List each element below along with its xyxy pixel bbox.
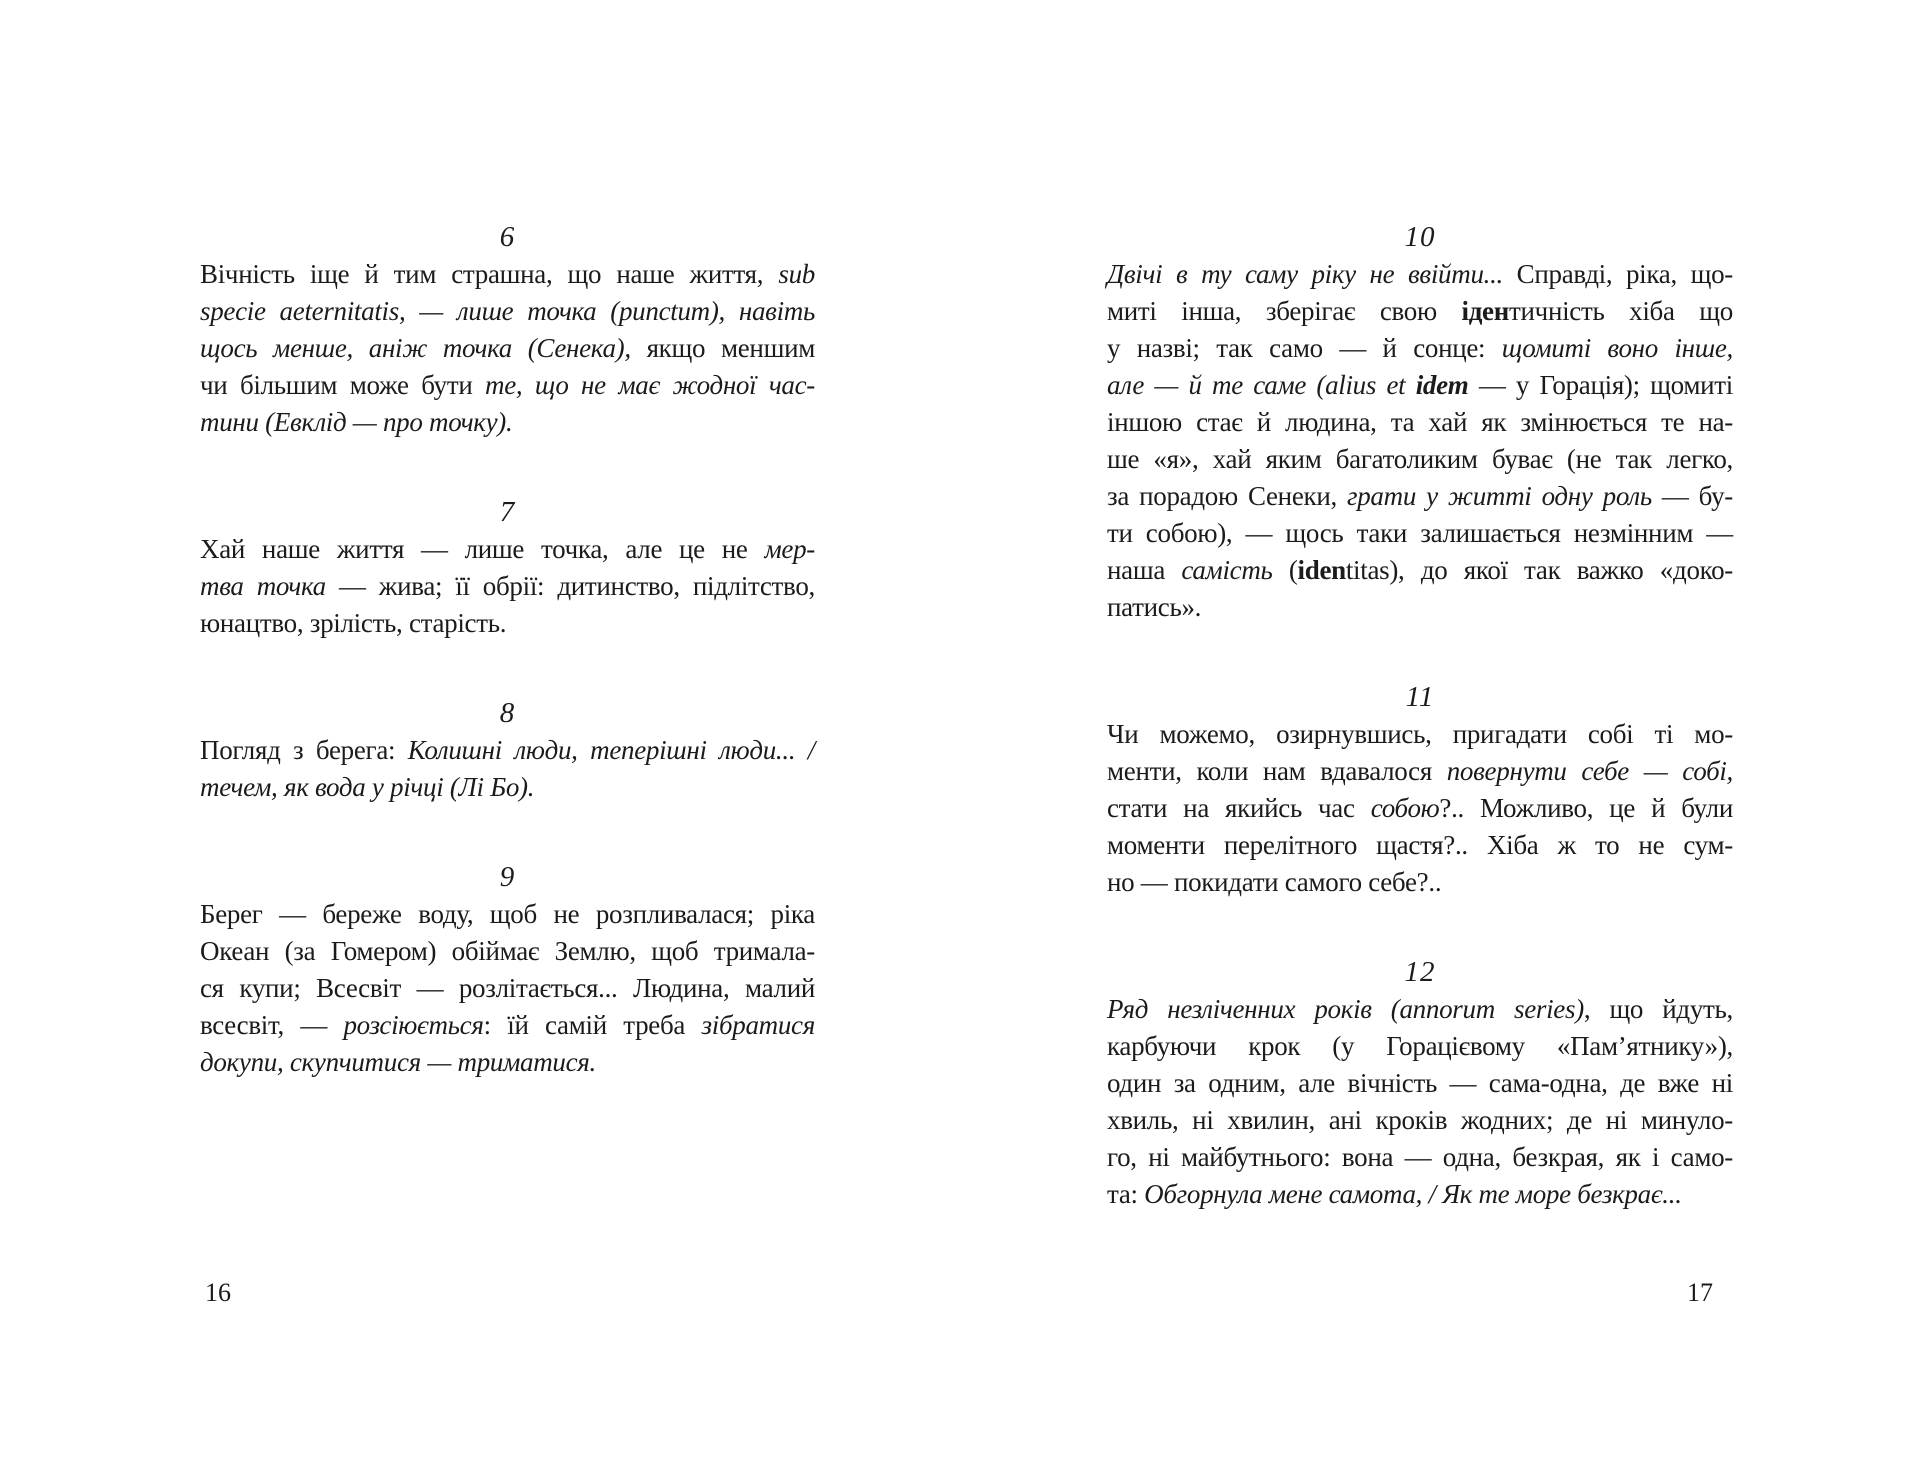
text-segment: щось менше, аніж точка (Сенека), bbox=[200, 333, 647, 363]
section-number: 6 bbox=[499, 221, 516, 253]
text-segment: моменти перелітного щастя?.. Хіба ж то не сум- bbox=[1107, 830, 1733, 860]
page-left-sections bbox=[200, 0, 815, 1081]
page-right-sections bbox=[1107, 0, 1733, 1213]
section-10 bbox=[1107, 219, 1733, 626]
text-segment: розсіюється bbox=[343, 1010, 484, 1040]
section-12 bbox=[1107, 954, 1733, 1213]
text-segment: але — й те саме (alius et bbox=[1107, 370, 1416, 400]
text-segment: щомиті воно інше, bbox=[1501, 333, 1733, 363]
text-line bbox=[200, 769, 815, 806]
text-segment: тва точка bbox=[200, 571, 326, 601]
text-segment: у назві; так само — й сонце: bbox=[1107, 333, 1502, 363]
text-segment: те, що не має жодної час- bbox=[485, 370, 816, 400]
text-line bbox=[1107, 367, 1733, 404]
section-number: 12 bbox=[1404, 956, 1436, 988]
section-7 bbox=[200, 494, 815, 642]
text-line bbox=[1107, 1139, 1733, 1176]
section-number: 7 bbox=[499, 496, 516, 528]
text-segment: Обгорнула мене самота, / Як те море безкрає... bbox=[1144, 1179, 1682, 1209]
text-segment: — жива; її обрії: дитинство, підлітство, bbox=[325, 571, 815, 601]
text-segment: іншою стає й людина, та хай як змінюється те на- bbox=[1107, 407, 1733, 437]
text-segment: ти собою), — щось таки залишається незмінним — bbox=[1107, 518, 1733, 548]
text-segment: повернути себе — собі, bbox=[1446, 756, 1733, 786]
text-line bbox=[200, 568, 815, 605]
text-line bbox=[1107, 1065, 1733, 1102]
page-right bbox=[1107, 0, 1733, 1477]
text-segment: чи більшим може бути bbox=[200, 370, 486, 400]
text-segment: : їй самій треба bbox=[483, 1010, 702, 1040]
section-9 bbox=[200, 859, 815, 1081]
text-segment: стати на якийсь час bbox=[1107, 793, 1371, 823]
section-11 bbox=[1107, 679, 1733, 901]
text-segment: всесвіт, — bbox=[200, 1010, 344, 1040]
text-line bbox=[1107, 1028, 1733, 1065]
text-segment: Ряд незліченних років (annorum series) bbox=[1107, 994, 1584, 1024]
text-segment: Вічність іще й тим страшна, що наше життя, bbox=[200, 259, 779, 289]
section-number: 9 bbox=[499, 861, 516, 893]
text-segment: миті інша, зберігає свою bbox=[1107, 296, 1462, 326]
text-line bbox=[200, 896, 815, 933]
text-segment: Берег — береже воду, щоб не розпливалася; ріка bbox=[200, 899, 815, 929]
text-line bbox=[1107, 716, 1733, 753]
section-number: 8 bbox=[499, 697, 516, 729]
text-line bbox=[200, 1044, 815, 1081]
text-segment: Погляд з берега: bbox=[200, 735, 408, 765]
text-line bbox=[200, 404, 815, 441]
text-segment: Чи можемо, озирнувшись, пригадати собі ті мо- bbox=[1107, 719, 1733, 749]
text-line bbox=[200, 367, 815, 404]
text-line bbox=[1107, 864, 1733, 901]
text-segment: тини (Евклід — про точку). bbox=[200, 407, 513, 437]
text-segment: хвиль, ні хвилин, ані кроків жодних; де ні минуло- bbox=[1107, 1105, 1733, 1135]
text-segment: грати у житті одну роль bbox=[1347, 481, 1652, 511]
text-line bbox=[1107, 515, 1733, 552]
text-segment: ше «я», хай яким багатоликим буває (не так легко, bbox=[1107, 444, 1733, 474]
text-segment: Справді, ріка, що- bbox=[1503, 259, 1733, 289]
text-segment: за порадою Сенеки, bbox=[1107, 481, 1347, 511]
text-segment: тичність хіба що bbox=[1509, 296, 1733, 326]
section-8 bbox=[200, 695, 815, 806]
text-segment: iden bbox=[1297, 555, 1346, 585]
text-line bbox=[1107, 1102, 1733, 1139]
text-line bbox=[200, 970, 815, 1007]
text-segment: патись». bbox=[1107, 592, 1202, 622]
text-segment: собою bbox=[1370, 793, 1440, 823]
text-line bbox=[1107, 753, 1733, 790]
text-line bbox=[1107, 827, 1733, 864]
text-line bbox=[200, 531, 815, 568]
text-line bbox=[200, 330, 815, 367]
text-segment: самість bbox=[1181, 555, 1273, 585]
text-line bbox=[1107, 790, 1733, 827]
text-segment: — у Горація); щомиті bbox=[1468, 370, 1733, 400]
text-segment: мер- bbox=[764, 534, 815, 564]
text-line bbox=[1107, 293, 1733, 330]
text-segment: specie aeternitatis, — лише точка (punctum), навіть bbox=[200, 296, 815, 326]
text-segment: зібратися bbox=[701, 1010, 815, 1040]
text-segment: Двічі в ту саму ріку не ввійти... bbox=[1107, 259, 1503, 289]
text-line bbox=[200, 1007, 815, 1044]
text-line bbox=[200, 293, 815, 330]
text-segment: та: bbox=[1107, 1179, 1145, 1209]
text-segment: наша bbox=[1107, 555, 1182, 585]
page-left bbox=[200, 0, 815, 1477]
text-line bbox=[1107, 256, 1733, 293]
text-segment: Океан (за Гомером) обіймає Землю, щоб тримала- bbox=[200, 936, 815, 966]
text-line bbox=[200, 933, 815, 970]
text-segment: го, ні майбутнього: вона — одна, безкрая, як і само- bbox=[1107, 1142, 1733, 1172]
page-number-right: 17 bbox=[1687, 1278, 1713, 1307]
text-segment: один за одним, але вічність — сама-одна, де вже ні bbox=[1107, 1068, 1733, 1098]
text-segment: ( bbox=[1272, 555, 1298, 585]
text-segment: Колишні люди, теперішні люди... / bbox=[407, 735, 815, 765]
text-line bbox=[200, 605, 815, 642]
section-number: 10 bbox=[1404, 221, 1436, 253]
text-line bbox=[200, 256, 815, 293]
text-segment: якщо меншим bbox=[646, 333, 816, 363]
text-segment: докупи, скупчитися — триматися. bbox=[200, 1047, 597, 1077]
text-segment: юнацтво, зрілість, старість. bbox=[200, 608, 507, 638]
text-line bbox=[1107, 478, 1733, 515]
section-6 bbox=[200, 219, 815, 441]
text-line bbox=[1107, 330, 1733, 367]
section-number: 11 bbox=[1405, 681, 1435, 713]
text-segment: ?.. Можливо, це й були bbox=[1439, 793, 1733, 823]
text-line bbox=[200, 732, 815, 769]
text-line bbox=[1107, 1176, 1733, 1213]
text-segment: іден bbox=[1461, 296, 1510, 326]
page-number-left: 16 bbox=[205, 1278, 231, 1307]
text-line bbox=[1107, 552, 1733, 589]
text-segment: , що йдуть, bbox=[1583, 994, 1733, 1024]
text-line bbox=[1107, 589, 1733, 626]
text-line bbox=[1107, 991, 1733, 1028]
text-segment: но — покидати самого себе?.. bbox=[1107, 867, 1442, 897]
text-segment: карбуючи крок (у Горацієвому «Пам’ятнику»), bbox=[1107, 1031, 1733, 1061]
text-line bbox=[1107, 441, 1733, 478]
text-segment: sub bbox=[778, 259, 815, 289]
text-segment: менти, коли нам вдавалося bbox=[1107, 756, 1447, 786]
text-segment: течем, як вода у річці (Лі Бо). bbox=[200, 772, 535, 802]
text-segment: ся купи; Всесвіт — розлітається... Людина, малий bbox=[200, 973, 815, 1003]
text-line bbox=[1107, 404, 1733, 441]
text-segment: idem bbox=[1415, 370, 1469, 400]
text-segment: titas), до якої так важко «доко- bbox=[1345, 555, 1733, 585]
text-segment: — бу- bbox=[1651, 481, 1733, 511]
text-segment: Хай наше життя — лише точка, але це не bbox=[200, 534, 765, 564]
